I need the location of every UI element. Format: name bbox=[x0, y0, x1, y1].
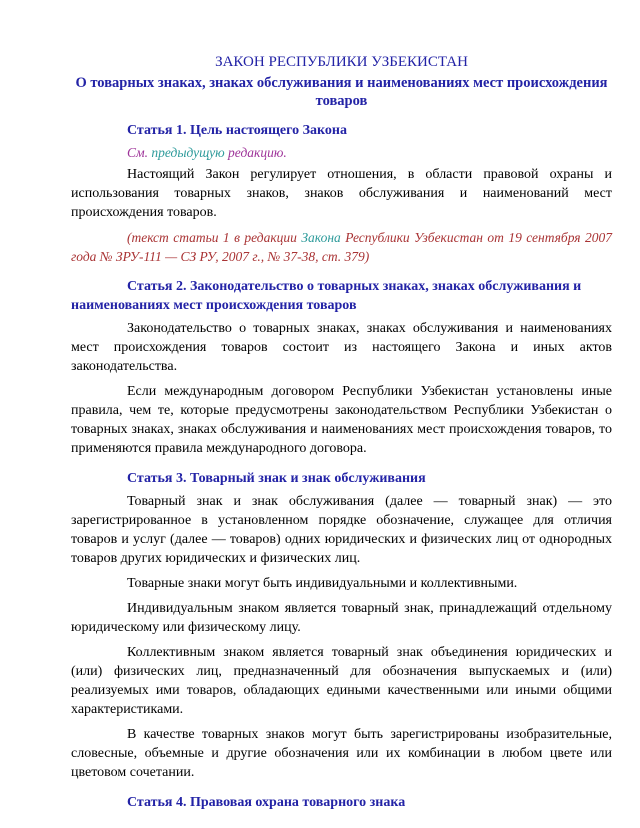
edit-note-text-before: (текст статьи 1 в редакции bbox=[127, 230, 302, 245]
edit-note-law-link[interactable]: Закона bbox=[301, 230, 341, 245]
article-2-heading: Статья 2. Законодательство о товарных знаках, знаках обслуживания и наименованиях мест происхождения товаров bbox=[71, 279, 582, 313]
article-2-para-1: Законодательство о товарных знаках, знаках обслуживания и наименованиях мест происхождения товаров состоит из настоящего Закона и иных актов законодательства. bbox=[71, 321, 612, 374]
article-3-para-4: Коллективным знаком является товарный знак объединения юридических и (или) физических лиц, предназначенный для обозначения выпускаемых и (или) реализуемых ими товаров, обладающих едиными качественными или иными общими характеристиками. bbox=[71, 645, 612, 717]
article-3-para-1: Товарный знак и знак обслуживания (далее — товарный знак) — это зарегистрированное в установленном порядке обозначение, служащее для отличия товаров и услуг (далее — товаров) одних юридических и физических лиц от однородных товаров других юридических и физических лиц. bbox=[71, 494, 612, 566]
article-4-heading: Статья 4. Правовая охрана товарного знака bbox=[127, 795, 406, 810]
document-title: ЗАКОН РЕСПУБЛИКИ УЗБЕКИСТАН bbox=[215, 54, 468, 70]
article-3-para-3: Индивидуальным знаком является товарный знак, принадлежащий отдельному юридическому или физическому лицу. bbox=[71, 601, 612, 635]
edit-note-text-after: Республики Узбекистан от 19 сентября 2007 года № ЗРУ-111 — СЗ РУ, 2007 г., № 37-38, ст. 379) bbox=[71, 230, 612, 264]
article-2-para-2: Если международным договором Республики Узбекистан установлены иные правила, чем те, которые предусмотрены законодательством Республики Узбекистан о товарных знаках, знаках обслуживания и наименованиях мест происхождения товаров, то применяются правила международного договора. bbox=[71, 384, 612, 456]
article-3-para-5: В качестве товарных знаков могут быть зарегистрированы изобразительные, словесные, объемные и другие обозначения или их комбинации в любом цвете или цветовом сочетании. bbox=[71, 727, 612, 780]
see-previous-prefix: См. bbox=[127, 145, 152, 160]
see-previous-suffix: редакцию. bbox=[224, 145, 287, 160]
article-1-edit-note bbox=[71, 228, 612, 266]
article-1-heading: Статья 1. Цель настоящего Закона bbox=[127, 123, 347, 138]
article-1-body: Настоящий Закон регулирует отношения, в области правовой охраны и использования товарных знаков, знаков обслуживания и наименований мест происхождения товаров. bbox=[71, 167, 612, 220]
article-3-heading: Статья 3. Товарный знак и знак обслуживания bbox=[127, 471, 426, 486]
article-3-para-2: Товарные знаки могут быть индивидуальными и коллективными. bbox=[127, 576, 518, 591]
see-previous-link[interactable]: предыдущую bbox=[151, 145, 225, 160]
document-subtitle: О товарных знаках, знаках обслуживания и наименованиях мест происхождения товаров bbox=[75, 75, 608, 109]
see-previous-note bbox=[71, 144, 612, 162]
